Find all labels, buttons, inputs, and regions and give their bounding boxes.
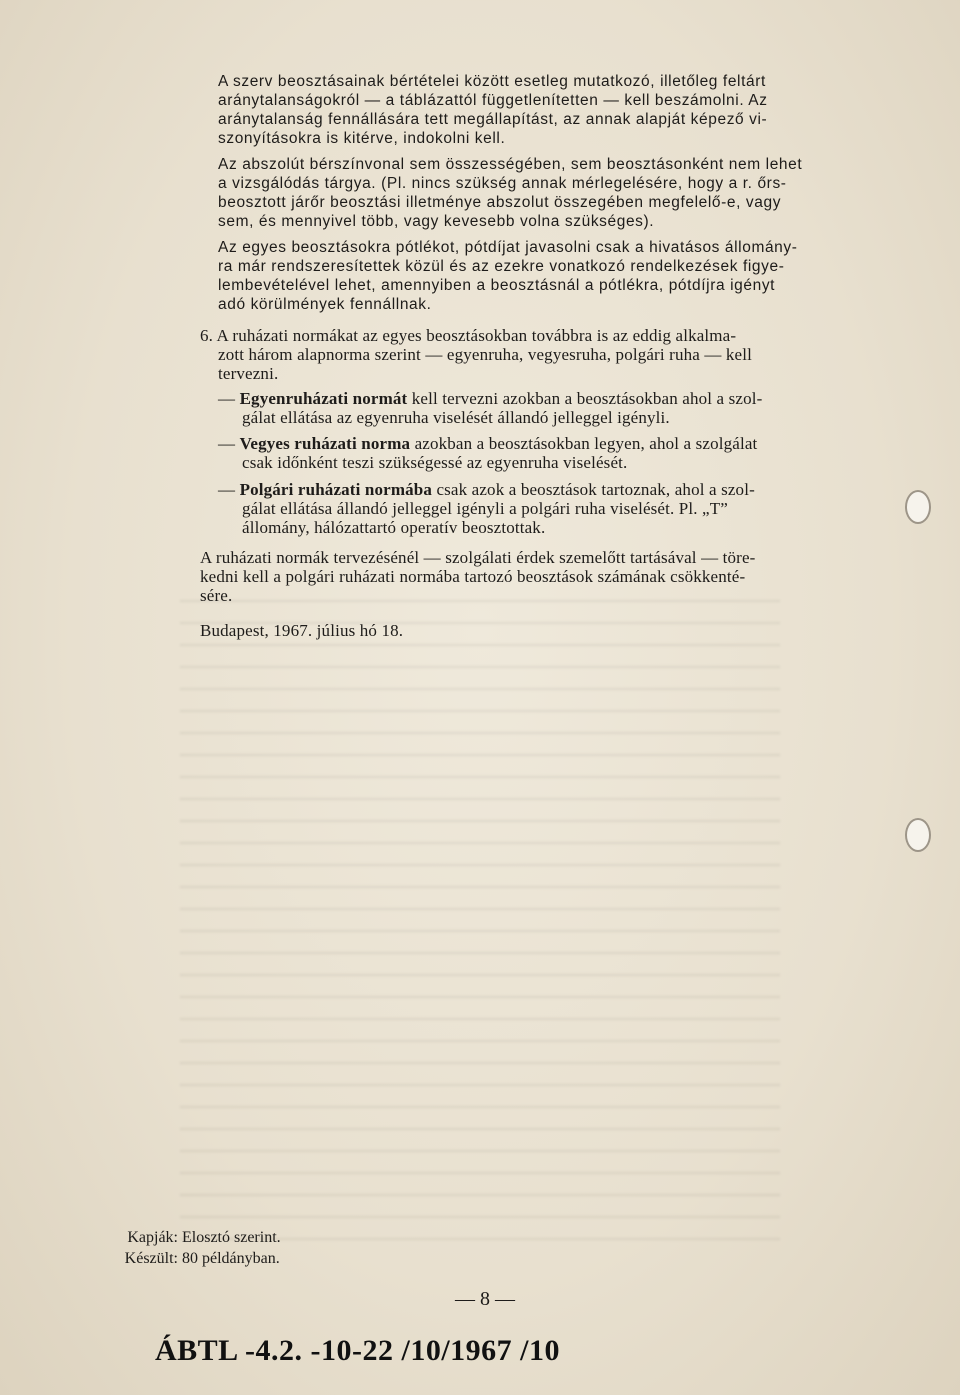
text-line: aránytalanság fennállására tett megállapítást, az annak alapját képező vi- xyxy=(218,111,768,128)
punch-hole-upper xyxy=(905,490,931,524)
dash: — xyxy=(218,480,236,499)
norm-uniform xyxy=(218,389,762,427)
text-line: állomány, hálózattartó operatív beosztottak. xyxy=(242,518,546,537)
text-line: zott három alapnorma szerint — egyenruha, vegyesruha, polgári ruha — kell xyxy=(218,345,752,364)
paragraph-2 xyxy=(218,155,802,231)
text-line: azokban a beosztásokban legyen, ahol a szolgálat xyxy=(410,434,758,453)
paragraph-3 xyxy=(218,238,798,314)
section-number: 6. xyxy=(200,326,214,345)
text-line: kell tervezni azokban a beosztásokban ahol a szol- xyxy=(407,389,763,408)
norm-term: Polgári ruházati normába xyxy=(239,480,433,499)
text-line: a vizsgálódás tárgya. (Pl. nincs szükség annak mérlegelésére, hogy a r. őrs- xyxy=(218,175,787,192)
text-line: A ruházati normákat az egyes beosztásokban továbbra is az eddig alkalma- xyxy=(216,326,737,345)
text-line: sem, és mennyivel több, vagy kevesebb volna szükséges). xyxy=(218,213,655,230)
text-line: kedni kell a polgári ruházati normába tartozó beosztások számának csökkenté- xyxy=(200,567,746,586)
paragraph-1 xyxy=(218,72,768,148)
copies-value: 80 példányban. xyxy=(182,1250,280,1267)
norm-term: Egyenruházati normát xyxy=(239,389,408,408)
page-number: — 8 — xyxy=(455,1288,515,1310)
text-line: csak azok a beosztások tartoznak, ahol a szol- xyxy=(432,480,755,499)
recipients-value: Elosztó szerint. xyxy=(182,1229,281,1246)
text-line: gálat ellátása állandó jelleggel igényli a polgári ruha viselését. Pl. „T” xyxy=(242,499,728,518)
bleed-through-texture xyxy=(180,600,780,1260)
text-line: A szerv beosztásainak bértételei között esetleg mutatkozó, illetőleg feltárt xyxy=(218,73,766,90)
archive-reference: ÁBTL -4.2. -10-22 /10/1967 /10 xyxy=(155,1334,561,1367)
text-line: adó körülmények fennállnak. xyxy=(218,296,432,313)
section-6 xyxy=(200,326,752,383)
recipients-line xyxy=(108,1229,281,1247)
text-line: sére. xyxy=(200,586,233,605)
text-line: Az abszolút bérszínvonal sem összességében, sem beosztásonként nem lehet xyxy=(218,156,803,173)
text-line: aránytalanságokról — a táblázattól függetlenítetten — kell beszámolni. Az xyxy=(218,92,768,109)
norm-mixed xyxy=(218,434,757,472)
dash: — xyxy=(218,389,236,408)
text-line: beosztott járőr beosztási illetménye abszolut összegében megfelelő-e, vagy xyxy=(218,194,782,211)
date-line: Budapest, 1967. július hó 18. xyxy=(200,621,404,640)
text-line: tervezni. xyxy=(218,364,279,383)
norm-civilian xyxy=(218,480,755,537)
text-line: A ruházati normák tervezésénél — szolgálati érdek szemelőtt tartásával — töre- xyxy=(200,548,756,567)
closing-paragraph xyxy=(200,548,755,605)
norm-term: Vegyes ruházati norma xyxy=(239,434,411,453)
text-line: lembevételével lehet, amennyiben a beosztásnál a pótlékra, pótdíjra igényt xyxy=(218,277,776,294)
copies-line xyxy=(108,1250,280,1268)
text-line: ra már rendszeresítettek közül és az ezekre vonatkozó rendelkezések figye- xyxy=(218,258,785,275)
copies-label: Készült: xyxy=(124,1250,178,1267)
punch-hole-lower xyxy=(905,818,931,852)
text-line: szonyításokra is kitérve, indokolni kell. xyxy=(218,130,506,147)
text-line: csak időnként teszi szükségessé az egyenruha viselését. xyxy=(242,453,628,472)
text-line: gálat ellátása az egyenruha viselését állandó jelleggel igényli. xyxy=(242,408,670,427)
text-line: Az egyes beosztásokra pótlékot, pótdíjat javasolni csak a hivatásos állomány- xyxy=(218,239,798,256)
dash: — xyxy=(218,434,236,453)
recipients-label: Kapják: xyxy=(127,1229,178,1246)
